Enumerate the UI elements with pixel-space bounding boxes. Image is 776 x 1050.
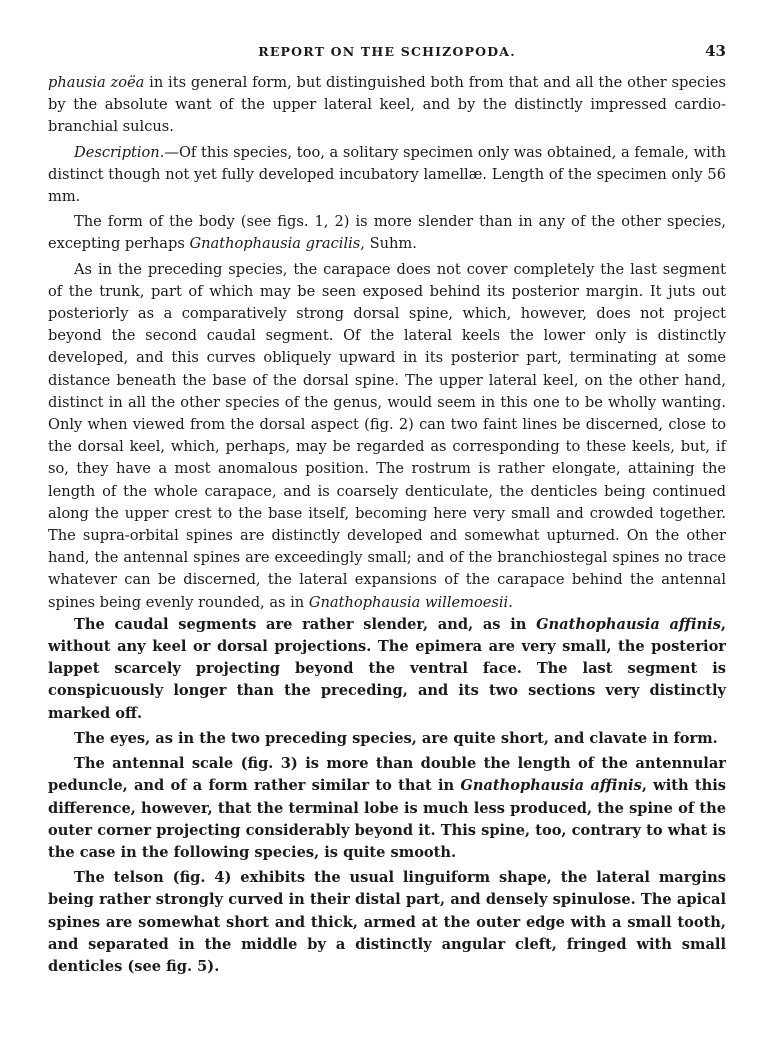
paragraph-text: The caudal segments are rather slender, and, as in <box>74 615 537 633</box>
paragraph-caudal-segments <box>48 614 726 725</box>
paragraph-text: The form of the body (see figs. 1, 2) is more slender than in any of the other species, excepting perhaps <box>48 213 726 253</box>
paragraph-antennal-scale <box>48 753 726 864</box>
paragraph-body-form <box>48 211 726 255</box>
species-name: Gnathophausia willemoesii <box>308 593 509 611</box>
paragraph-text: The eyes, as in the two preceding species, are quite short, and clavate in form. <box>74 729 718 747</box>
section-label: Description. <box>74 143 165 161</box>
paragraph-text: As in the preceding species, the carapace does not cover completely the last segment of the trunk, part of which may be seen exposed behind its posterior margin. It juts out posteriorly as a comparatively strong dorsal spine, which, however, does not project beyond the second caudal segment. Of the lateral keels the lower only is distinctly developed, and this curves obliquely upward in its posterior part, terminating at some distance beneath the base of the dorsal spine. The upper lateral keel, on the other hand, distinct in all the other species of the genus, would seem in this one to be wholly wanting. Only when viewed from the dorsal aspect (fig. 2) can two faint lines be discerned, close to the dorsal keel, which, perhaps, may be regarded as corresponding to these keels, but, if so, they have a most anomalous position. The rostrum is rather elongate, attaining the length of the whole carapace, and is coarsely denticulate, the denticles being continued along the upper crest to the base itself, becoming here very small and crowded together. The supra-orbital spines are distinctly developed and somewhat upturned. On the other hand, the antennal spines are exceedingly small; and of the branchiostegal spines no trace whatever can be discerned, the lateral expansions of the carapace behind the antennal spines being evenly rounded, as in <box>48 260 726 611</box>
paragraph-text: in its general form, but distinguished both from that and all the other species by the absolute want of the upper lateral keel, and by the distinctly impressed cardio-branchial sulcus. <box>48 74 726 136</box>
paragraph-text: . <box>508 593 513 611</box>
paragraph-text: The antennal scale (fig. 3) is more than double the length of the antennular peduncle, and of a form rather similar to that in <box>48 755 726 795</box>
paragraph-telson <box>48 867 726 978</box>
paragraph-text: , with this difference, however, that the terminal lobe is much less produced, the spine of the outer corner projecting considerably beyond it. This spine, too, contrary to what is the case in the following species, is quite smooth. <box>48 777 727 861</box>
species-name: Gnathophausia gracilis <box>189 235 361 253</box>
paragraph-text: , Suhm. <box>360 235 417 253</box>
paragraph-carapace <box>48 259 726 614</box>
paragraph-text: The telson (fig. 4) exhibits the usual linguiform shape, the lateral margins being rather strongly curved in their distal part, and densely spinulose. The apical spines are somewhat short and thick, armed at the outer edge with a small tooth, and separated in the middle by a distinctly angular cleft, fringed with small denticles (see fig. 5). <box>48 869 726 975</box>
paragraph-text: —Of this species, too, a solitary specimen only was obtained, a female, with distinct though not yet fully developed incubatory lamellæ. Length of the specimen only 56 mm. <box>48 143 726 206</box>
paragraph-1 <box>48 72 726 139</box>
page-number: 43 <box>705 42 726 60</box>
species-name: phausia zoëa <box>48 74 145 91</box>
species-name: Gnathophausia affinis <box>536 615 721 633</box>
paragraph-description <box>48 142 726 209</box>
running-title: REPORT ON THE SCHIZOPODA. <box>258 44 516 59</box>
paragraph-eyes <box>48 728 726 750</box>
species-name: Gnathophausia affinis <box>460 777 642 795</box>
running-header <box>48 40 726 64</box>
paragraph-text: , without any keel or dorsal projections. The epimera are very small, the posterior lappet scarcely projecting beyond the ventral face. The last segment is conspicuously longer than the preceding, and its two sections very distinctly marked off. <box>48 615 726 722</box>
document-page <box>48 40 726 978</box>
bold-text-block <box>48 614 726 978</box>
